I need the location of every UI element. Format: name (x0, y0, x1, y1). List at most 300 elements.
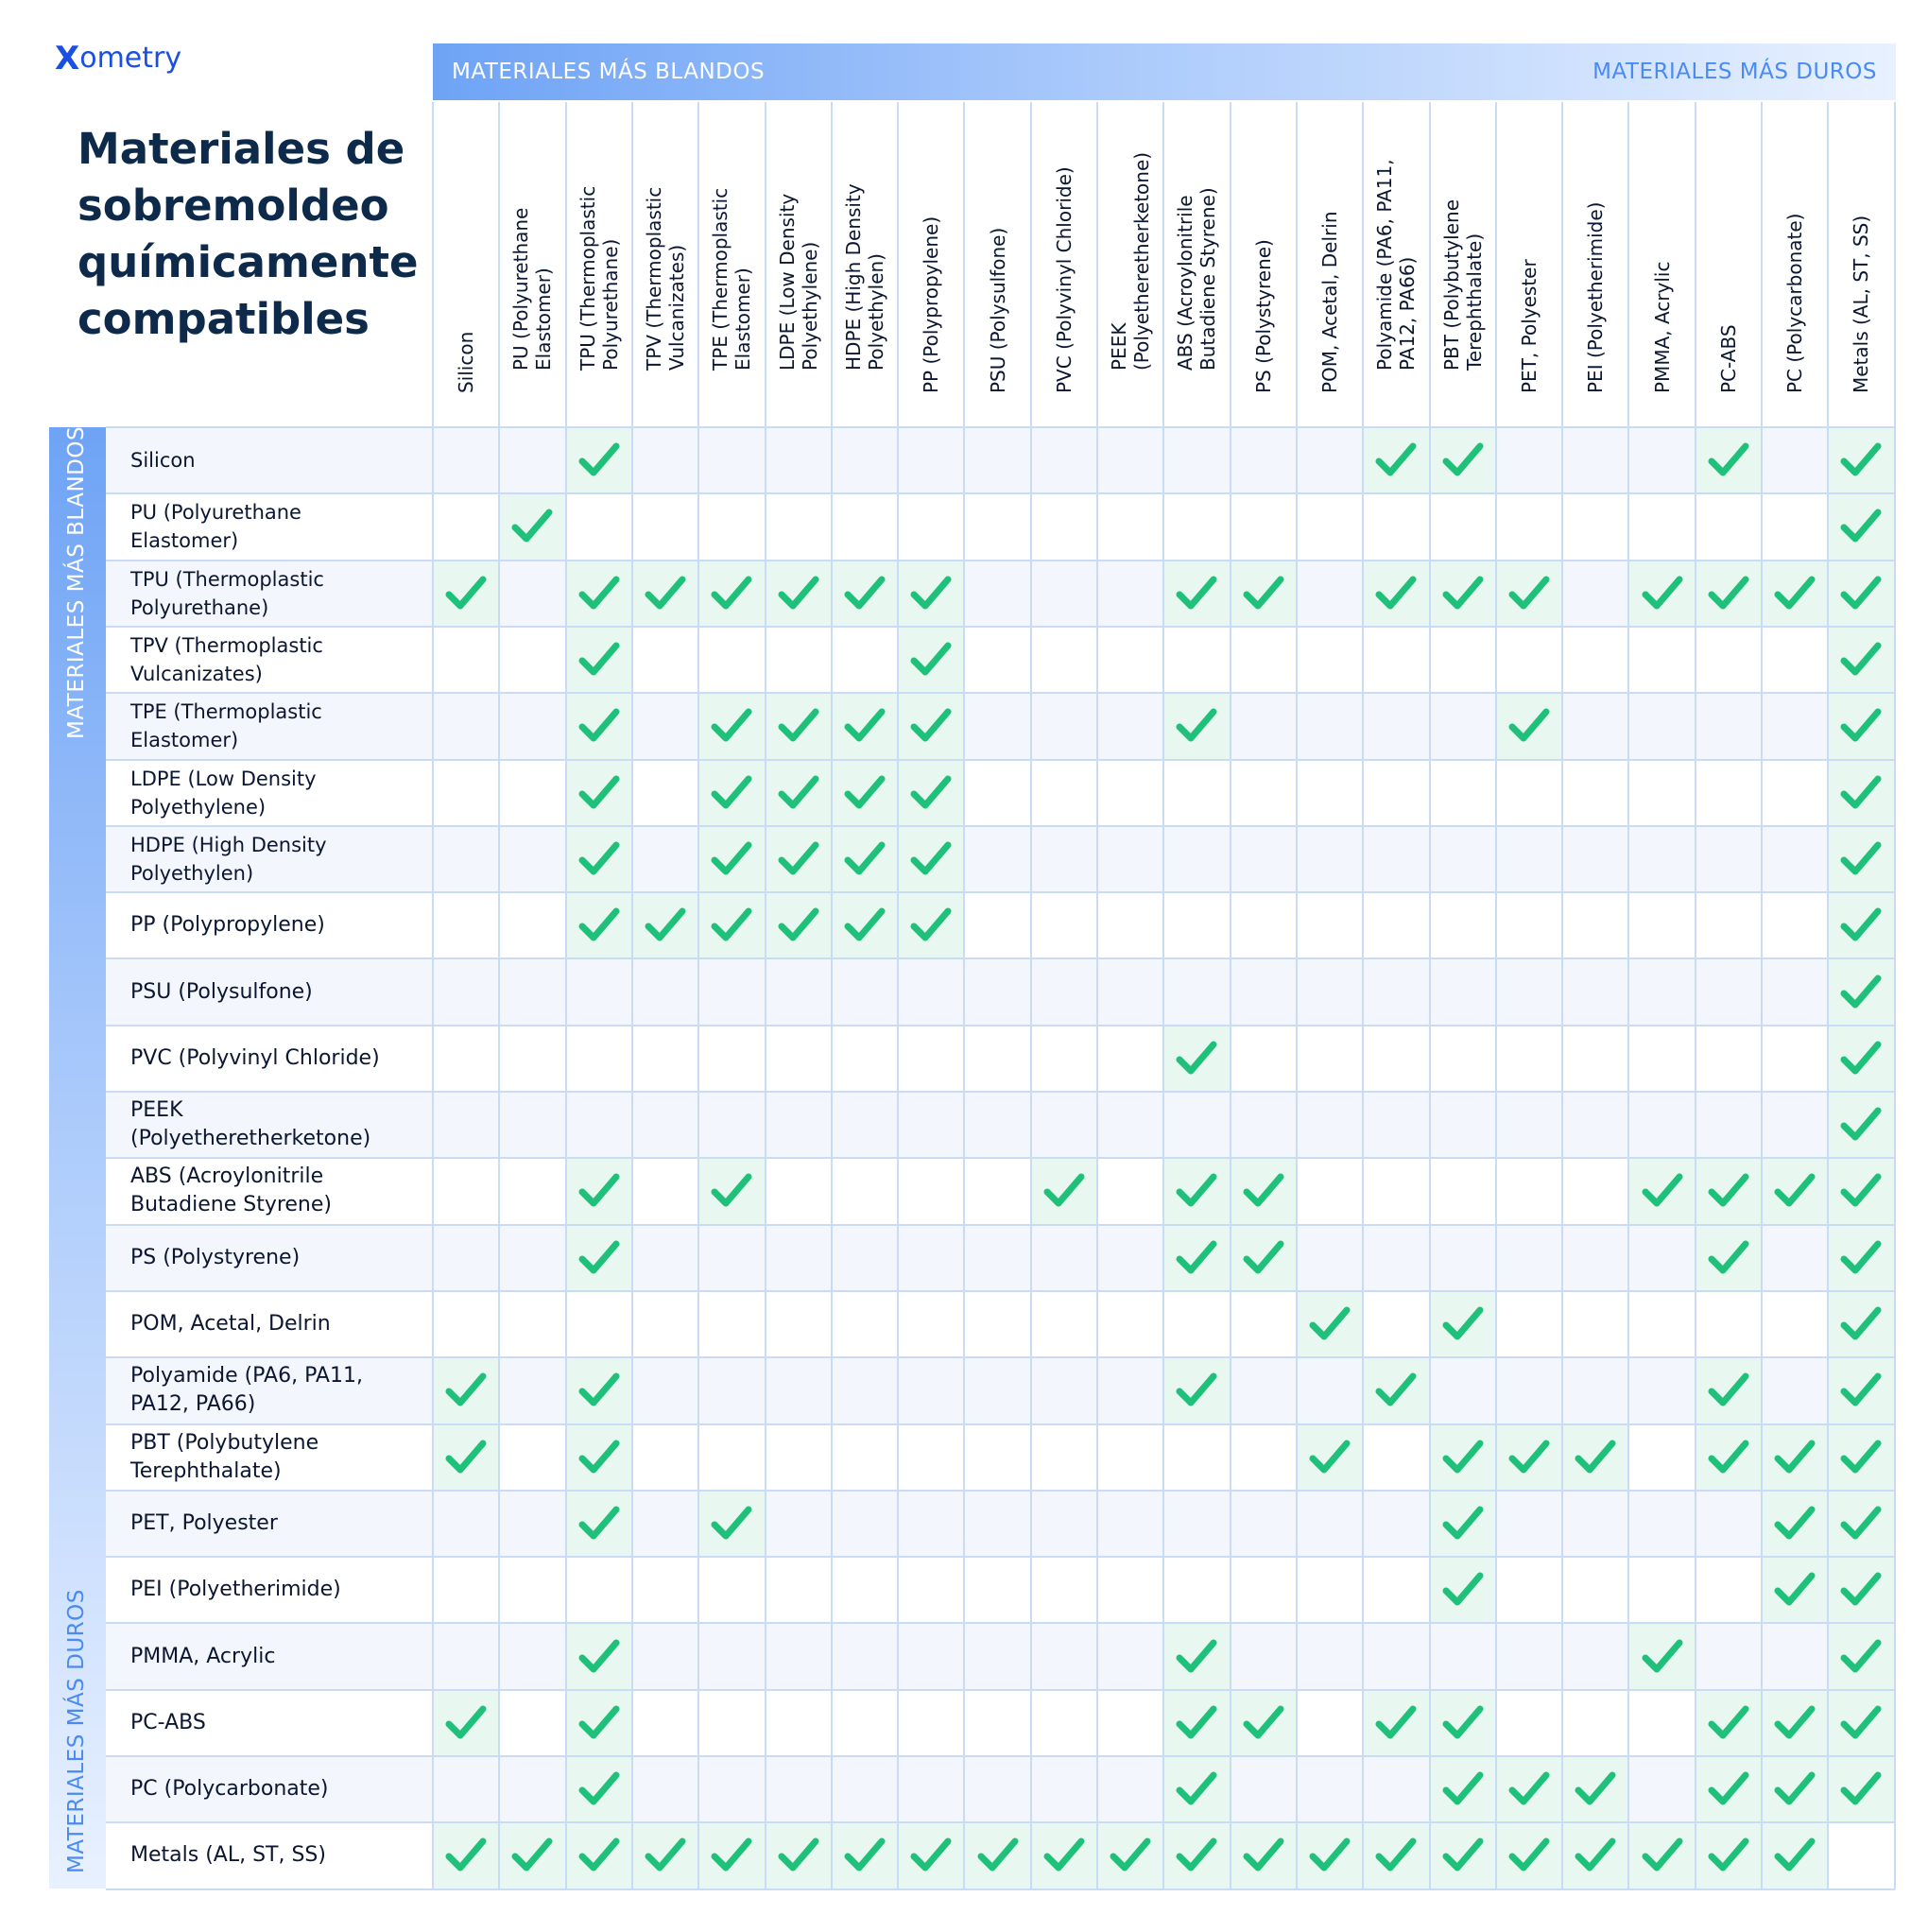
compatible-cell (698, 1822, 765, 1889)
empty-cell (433, 1756, 499, 1822)
row-header-line: PC (Polycarbonate) (130, 1777, 329, 1802)
compatible-cell (1828, 1225, 1894, 1291)
row-header-line: PC-ABS (130, 1710, 206, 1734)
compatible-cell (832, 892, 898, 958)
empty-cell (1628, 627, 1695, 693)
empty-cell (1163, 892, 1230, 958)
empty-cell (1231, 1491, 1297, 1557)
checkmark-icon (1840, 906, 1882, 944)
empty-cell (632, 1291, 698, 1357)
checkmark-icon (445, 1439, 487, 1476)
empty-cell (1031, 561, 1097, 627)
row-header-line: PET, Polyester (130, 1510, 278, 1535)
checkmark-icon (844, 575, 886, 612)
checkmark-icon (1309, 1837, 1351, 1874)
compatible-cell (1628, 561, 1695, 627)
grid-line-vertical (1362, 102, 1364, 1889)
checkmark-icon (1575, 1439, 1616, 1476)
checkmark-icon (1840, 1040, 1882, 1078)
empty-cell (766, 1491, 832, 1557)
empty-cell (1363, 1225, 1429, 1291)
compatible-cell (1430, 427, 1496, 493)
empty-cell (1430, 493, 1496, 560)
compatible-cell (1031, 1158, 1097, 1224)
empty-cell (499, 1291, 565, 1357)
empty-cell (499, 826, 565, 892)
checkmark-icon (578, 1505, 620, 1543)
compatible-cell (566, 760, 632, 826)
empty-cell (964, 1623, 1030, 1689)
row-header-label (130, 446, 196, 474)
empty-cell (1562, 892, 1628, 958)
checkmark-icon (1840, 1371, 1882, 1409)
checkmark-icon (844, 1837, 886, 1874)
empty-cell (1496, 1092, 1562, 1158)
column-header-label (1252, 239, 1275, 393)
grid-line-vertical (1761, 102, 1763, 1889)
checkmark-icon (1774, 1704, 1816, 1742)
empty-cell (1097, 1557, 1163, 1623)
empty-cell (1628, 760, 1695, 826)
checkmark-icon (445, 575, 487, 612)
empty-cell (698, 958, 765, 1025)
empty-cell (1297, 760, 1363, 826)
empty-cell (1762, 958, 1828, 1025)
compatible-cell (698, 1158, 765, 1224)
checkmark-icon (1840, 575, 1882, 612)
empty-cell (1430, 1623, 1496, 1689)
row-header (106, 760, 433, 826)
compatible-cell (1828, 1092, 1894, 1158)
row-header-label (130, 1096, 370, 1153)
empty-cell (499, 1225, 565, 1291)
empty-cell (964, 1690, 1030, 1756)
empty-cell (1496, 892, 1562, 958)
column-header-line: Polyamide (PA6, PA11, (1373, 159, 1397, 371)
empty-cell (1628, 1291, 1695, 1357)
empty-cell (1628, 826, 1695, 892)
empty-cell (964, 1424, 1030, 1491)
column-header-label (1584, 202, 1607, 393)
compatible-cell (566, 892, 632, 958)
empty-cell (964, 1026, 1030, 1092)
compatible-cell (698, 826, 765, 892)
empty-cell (1097, 1092, 1163, 1158)
row-header (106, 693, 433, 759)
empty-cell (832, 1690, 898, 1756)
compatible-cell (1231, 1225, 1297, 1291)
empty-cell (1097, 1491, 1163, 1557)
empty-cell (964, 1158, 1030, 1224)
empty-cell (499, 1756, 565, 1822)
column-header (1496, 102, 1562, 410)
compatible-cell (1496, 1424, 1562, 1491)
row-header (106, 1225, 433, 1291)
row-header-label (130, 1775, 329, 1803)
column-header-label (1651, 262, 1674, 393)
empty-cell (632, 958, 698, 1025)
empty-cell (832, 1491, 898, 1557)
empty-cell (964, 427, 1030, 493)
column-header-label (776, 194, 821, 371)
compatible-cell (1231, 561, 1297, 627)
empty-cell (632, 1756, 698, 1822)
empty-cell (1163, 1491, 1230, 1557)
checkmark-icon (778, 707, 819, 745)
checkmark-icon (1840, 1305, 1882, 1343)
compatible-cell (1363, 561, 1429, 627)
grid-line-horizontal (106, 957, 1895, 959)
empty-cell (1163, 1557, 1230, 1623)
empty-cell (1231, 1424, 1297, 1491)
column-header-line: TPV (Thermoplastic (643, 186, 666, 371)
empty-cell (698, 1225, 765, 1291)
empty-cell (1231, 1357, 1297, 1423)
checkmark-icon (1043, 1837, 1085, 1874)
empty-cell (832, 1026, 898, 1092)
grid-line-horizontal (106, 560, 1895, 561)
grid-line-vertical (432, 102, 434, 1889)
empty-cell (1363, 760, 1429, 826)
empty-cell (1696, 493, 1762, 560)
row-header (106, 958, 433, 1025)
column-header (1297, 102, 1363, 410)
checkmark-icon (1708, 1770, 1749, 1808)
empty-cell (1496, 1623, 1562, 1689)
compatible-cell (832, 561, 898, 627)
checkmark-icon (1575, 1837, 1616, 1874)
checkmark-icon (1708, 441, 1749, 479)
empty-cell (1628, 493, 1695, 560)
empty-cell (1097, 1225, 1163, 1291)
column-header-line: PEEK (1108, 322, 1131, 371)
column-header-line: Butadiene Styrene) (1196, 187, 1220, 371)
row-header (106, 1291, 433, 1357)
empty-cell (1163, 627, 1230, 693)
empty-cell (1363, 1623, 1429, 1689)
grid-line-vertical (1495, 102, 1497, 1889)
row-header-line: Terephthalate) (130, 1458, 282, 1483)
empty-cell (499, 760, 565, 826)
empty-cell (766, 958, 832, 1025)
empty-cell (433, 627, 499, 693)
empty-cell (1363, 1291, 1429, 1357)
page-title: Materiales de sobremoldeo químicamente compatibles (77, 124, 419, 344)
empty-cell (1562, 1225, 1628, 1291)
column-header-line: TPU (Thermoplastic (576, 185, 599, 371)
empty-cell (566, 1557, 632, 1623)
row-header-line: Silicon (130, 449, 196, 473)
empty-cell (1562, 958, 1628, 1025)
compatible-cell (1163, 561, 1230, 627)
compatible-cell (1562, 1822, 1628, 1889)
empty-cell (964, 826, 1030, 892)
grid-line-horizontal (106, 692, 1895, 694)
column-header-line: Terephthalate) (1462, 233, 1486, 371)
grid-line-horizontal (106, 1290, 1895, 1292)
empty-cell (1696, 1557, 1762, 1623)
empty-cell (1231, 826, 1297, 892)
empty-cell (1363, 1491, 1429, 1557)
column-header-line: Metals (AL, ST, SS) (1850, 215, 1873, 393)
row-header-line: POM, Acetal, Delrin (130, 1312, 331, 1337)
row-header-line: TPU (Thermoplastic (130, 567, 324, 591)
grid-line-vertical (631, 102, 633, 1889)
compatible-cell (1297, 1424, 1363, 1491)
empty-cell (1562, 1092, 1628, 1158)
column-header-line: TPE (Thermoplastic (709, 187, 732, 371)
row-header-line: PA12, PA66) (130, 1392, 256, 1417)
checkmark-icon (645, 1837, 686, 1874)
empty-cell (1762, 627, 1828, 693)
checkmark-icon (1840, 1106, 1882, 1144)
empty-cell (1696, 1291, 1762, 1357)
empty-cell (698, 1357, 765, 1423)
checkmark-icon (711, 906, 752, 944)
compatible-cell (1163, 1225, 1230, 1291)
compatible-cell (1163, 1822, 1230, 1889)
checkmark-icon (578, 1172, 620, 1210)
empty-cell (832, 627, 898, 693)
empty-cell (1628, 1357, 1695, 1423)
empty-cell (1297, 1357, 1363, 1423)
compatible-cell (433, 1690, 499, 1756)
empty-cell (1430, 760, 1496, 826)
empty-cell (566, 1026, 632, 1092)
empty-cell (1628, 427, 1695, 493)
empty-cell (766, 1092, 832, 1158)
row-header-label (130, 1310, 331, 1338)
empty-cell (1163, 493, 1230, 560)
compatible-cell (766, 826, 832, 892)
column-header-line: PC (Polycarbonate) (1783, 213, 1807, 393)
checkmark-icon (910, 707, 952, 745)
empty-cell (1297, 627, 1363, 693)
compatible-cell (566, 1756, 632, 1822)
row-header-label (130, 1244, 300, 1272)
grid-line-vertical (1162, 102, 1164, 1889)
empty-cell (433, 1491, 499, 1557)
checkmark-icon (1708, 1371, 1749, 1409)
column-header-line: PBT (Polybutylene (1439, 198, 1463, 371)
row-header-label (130, 631, 323, 688)
empty-cell (1562, 493, 1628, 560)
checkmark-icon (1508, 1837, 1550, 1874)
row-header (106, 627, 433, 693)
compatible-cell (698, 561, 765, 627)
empty-cell (1762, 892, 1828, 958)
checkmark-icon (711, 1172, 752, 1210)
empty-cell (1762, 1623, 1828, 1689)
empty-cell (433, 826, 499, 892)
empty-cell (964, 1357, 1030, 1423)
column-header-label (455, 332, 477, 393)
empty-cell (964, 493, 1030, 560)
checkmark-icon (1176, 1172, 1217, 1210)
empty-cell (1231, 1026, 1297, 1092)
empty-cell (1231, 493, 1297, 560)
empty-cell (1496, 1690, 1562, 1756)
checkmark-icon (1243, 1172, 1284, 1210)
row-header (106, 1557, 433, 1623)
column-header-line: LDPE (Low Density (775, 193, 799, 371)
empty-cell (1297, 892, 1363, 958)
compatible-cell (1762, 1822, 1828, 1889)
empty-cell (964, 1291, 1030, 1357)
empty-cell (632, 1623, 698, 1689)
checkmark-icon (1176, 1040, 1217, 1078)
compatible-cell (766, 892, 832, 958)
column-header (1031, 102, 1097, 410)
row-header (106, 1822, 433, 1889)
checkmark-icon (910, 575, 952, 612)
compatible-cell (1828, 1291, 1894, 1357)
empty-cell (832, 1092, 898, 1158)
empty-cell (1628, 1092, 1695, 1158)
grid-line-horizontal (106, 1157, 1895, 1159)
column-header-line: HDPE (High Density (841, 183, 865, 371)
compatible-cell (1231, 1158, 1297, 1224)
row-header-label (130, 1841, 326, 1870)
empty-cell (1562, 1158, 1628, 1224)
empty-cell (632, 826, 698, 892)
compatible-cell (566, 427, 632, 493)
compatible-cell (1430, 1822, 1496, 1889)
empty-cell (964, 1557, 1030, 1623)
checkmark-icon (1642, 575, 1683, 612)
empty-cell (1696, 892, 1762, 958)
empty-cell (1097, 1756, 1163, 1822)
empty-cell (898, 1756, 964, 1822)
empty-cell (1496, 958, 1562, 1025)
empty-cell (964, 1491, 1030, 1557)
column-header-line: POM, Acetal, Delrin (1318, 211, 1342, 393)
empty-cell (698, 1690, 765, 1756)
empty-cell (832, 1756, 898, 1822)
empty-cell (433, 427, 499, 493)
checkmark-icon (711, 707, 752, 745)
checkmark-icon (711, 774, 752, 812)
column-header-label (987, 228, 1009, 393)
checkmark-icon (910, 774, 952, 812)
empty-cell (766, 1357, 832, 1423)
row-header (106, 493, 433, 560)
row-header-label (130, 698, 322, 754)
compatible-cell (898, 693, 964, 759)
empty-cell (499, 1158, 565, 1224)
compatible-cell (1828, 958, 1894, 1025)
checkmark-icon (1508, 575, 1550, 612)
compatible-cell (1828, 1424, 1894, 1491)
compatible-cell (1231, 1822, 1297, 1889)
checkmark-icon (1840, 1571, 1882, 1609)
compatible-cell (1163, 1623, 1230, 1689)
compatible-cell (566, 1225, 632, 1291)
row-header-label (130, 498, 301, 555)
empty-cell (1762, 1291, 1828, 1357)
grid-line-horizontal (106, 759, 1895, 761)
empty-cell (632, 1092, 698, 1158)
empty-cell (1097, 1291, 1163, 1357)
compatible-cell (566, 826, 632, 892)
empty-cell (1696, 1623, 1762, 1689)
compatible-cell (1696, 1756, 1762, 1822)
empty-cell (698, 427, 765, 493)
empty-cell (566, 493, 632, 560)
empty-cell (1363, 1557, 1429, 1623)
grid-line-vertical (1695, 102, 1696, 1889)
checkmark-icon (445, 1371, 487, 1409)
empty-cell (1097, 1357, 1163, 1423)
checkmark-icon (445, 1704, 487, 1742)
checkmark-icon (1176, 1770, 1217, 1808)
empty-cell (1696, 760, 1762, 826)
empty-cell (1097, 493, 1163, 560)
empty-cell (1031, 1357, 1097, 1423)
checkmark-icon (511, 508, 553, 545)
compatible-cell (1762, 1756, 1828, 1822)
checkmark-icon (1840, 774, 1882, 812)
row-header-line: Vulcanizates) (130, 663, 263, 686)
empty-cell (1762, 760, 1828, 826)
row-header-line: Metals (AL, ST, SS) (130, 1843, 326, 1868)
row-header-label (130, 978, 313, 1007)
empty-cell (1297, 693, 1363, 759)
grid-line-horizontal (106, 1755, 1895, 1757)
top-soft-label: MATERIALES MÁS BLANDOS (452, 60, 766, 84)
checkmark-icon (1708, 575, 1749, 612)
empty-cell (433, 958, 499, 1025)
empty-cell (1163, 1291, 1230, 1357)
empty-cell (1496, 1026, 1562, 1092)
empty-cell (898, 1690, 964, 1756)
row-header-label (130, 1509, 278, 1538)
column-header-label (1518, 259, 1541, 393)
empty-cell (499, 1623, 565, 1689)
empty-cell (832, 1291, 898, 1357)
column-header (433, 102, 499, 410)
empty-cell (1297, 958, 1363, 1025)
compatible-cell (433, 1357, 499, 1423)
row-header (106, 892, 433, 958)
checkmark-icon (910, 641, 952, 679)
empty-cell (1430, 693, 1496, 759)
column-header-label (920, 216, 942, 393)
empty-cell (964, 561, 1030, 627)
compatible-cell (1828, 1491, 1894, 1557)
checkmark-icon (578, 774, 620, 812)
column-header-line: PA12, PA66) (1396, 256, 1420, 371)
compatible-cell (1628, 1158, 1695, 1224)
compatible-cell (1828, 561, 1894, 627)
compatible-cell (898, 561, 964, 627)
compatible-cell (566, 561, 632, 627)
checkmark-icon (1840, 508, 1882, 545)
checkmark-icon (1442, 1571, 1484, 1609)
compatible-cell (1562, 1756, 1628, 1822)
empty-cell (433, 693, 499, 759)
column-header-line: PET, Polyester (1517, 259, 1541, 393)
empty-cell (1097, 760, 1163, 826)
empty-cell (698, 1424, 765, 1491)
empty-cell (433, 1225, 499, 1291)
grid-line-horizontal (106, 1423, 1895, 1425)
row-header (106, 1491, 433, 1557)
empty-cell (1097, 1623, 1163, 1689)
checkmark-icon (1442, 1439, 1484, 1476)
empty-cell (499, 693, 565, 759)
checkmark-icon (1840, 840, 1882, 878)
